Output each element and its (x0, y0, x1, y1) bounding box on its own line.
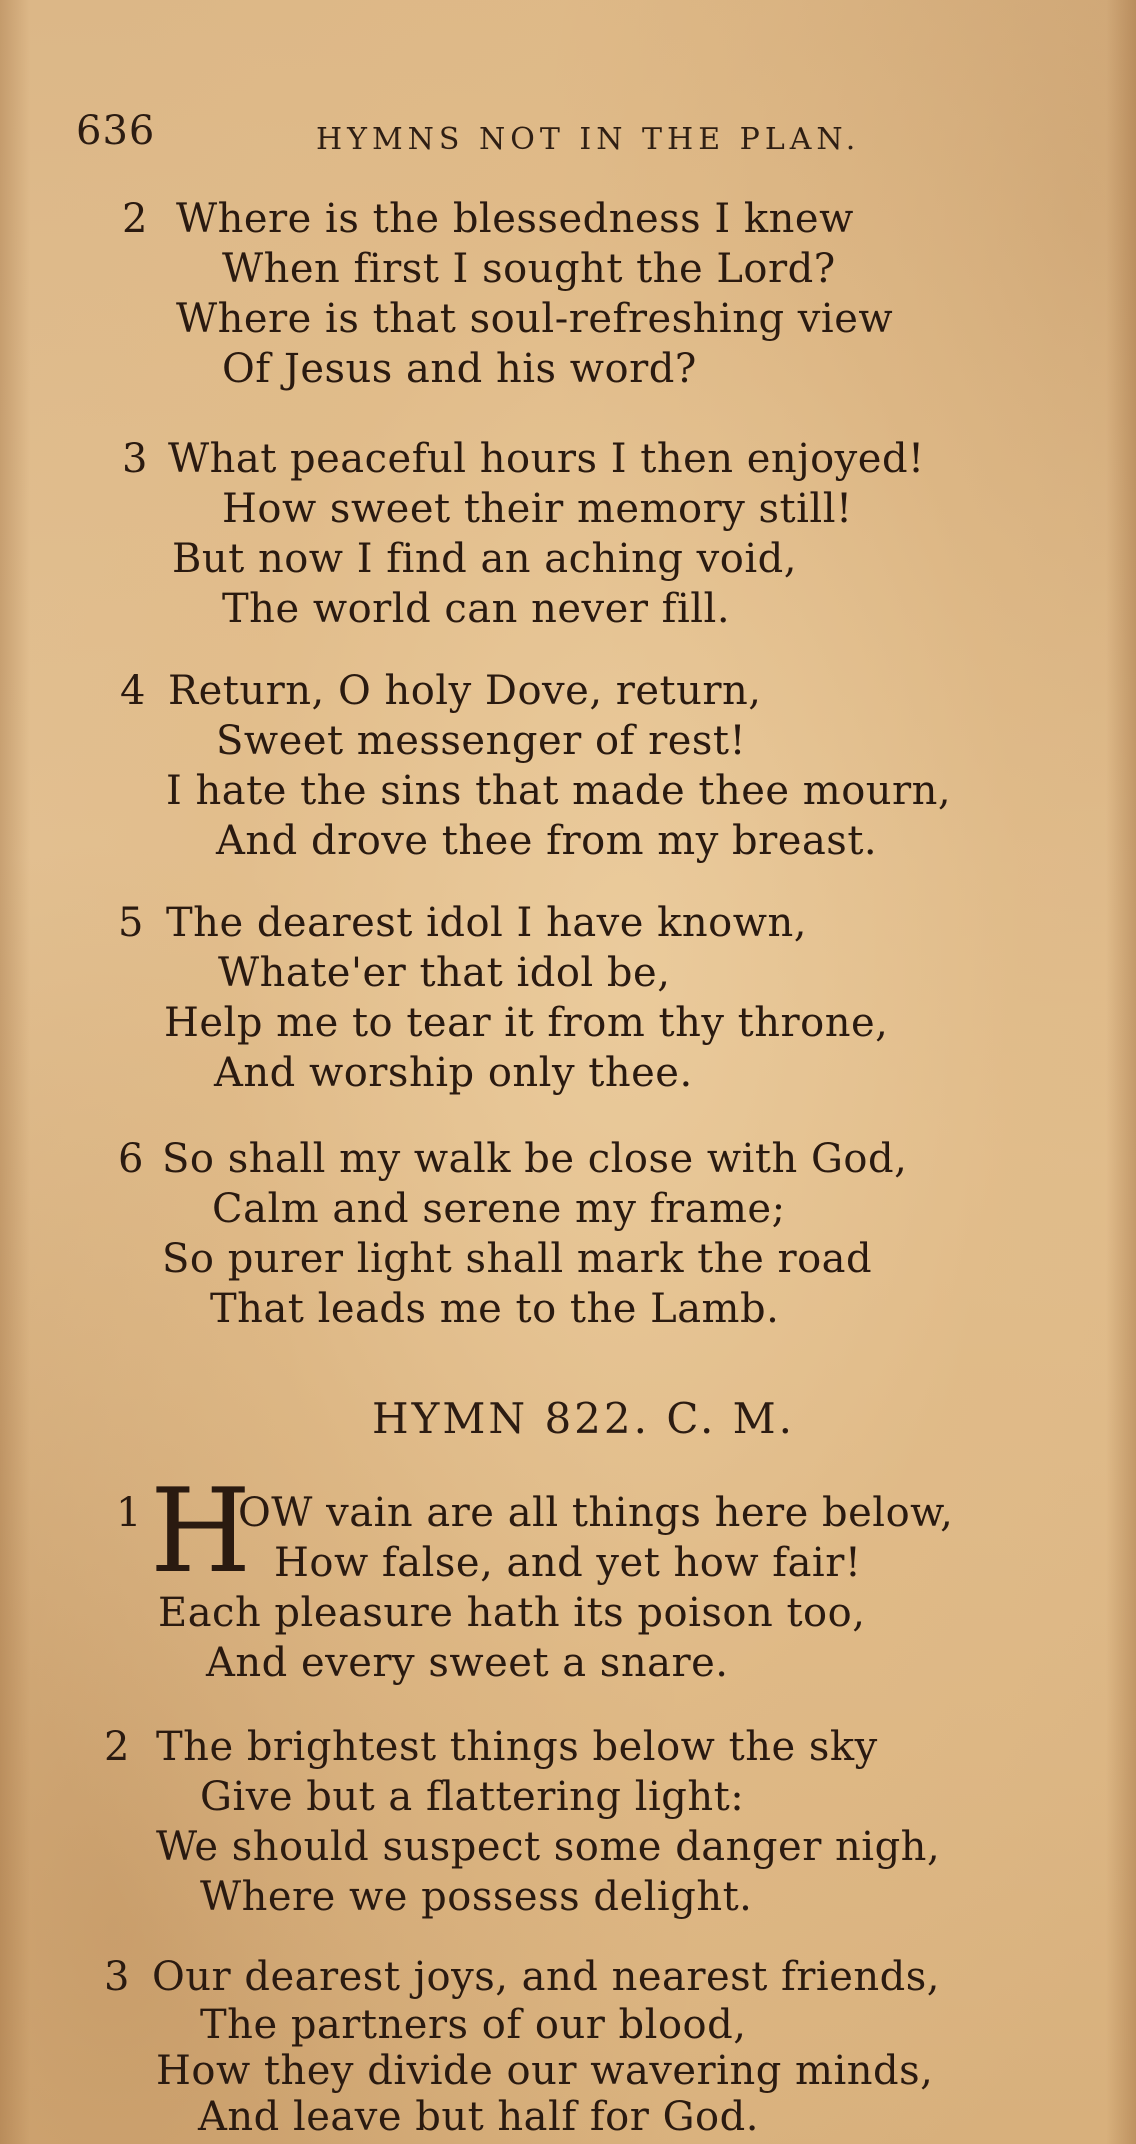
page-number: 636 (76, 108, 156, 154)
stanza-number: 6 (118, 1136, 144, 1182)
verse-line: Of Jesus and his word? (222, 346, 697, 392)
verse-line: And drove thee from my breast. (216, 818, 878, 864)
verse-line: Where is the blessedness I knew (176, 196, 854, 242)
verse-line: Give but a flattering light: (200, 1774, 745, 1820)
verse-line: How sweet their memory still! (222, 486, 853, 532)
verse-line: And every sweet a snare. (206, 1640, 729, 1686)
stanza-number: 2 (104, 1724, 130, 1770)
verse-line: I hate the sins that made thee mourn, (166, 768, 952, 814)
stanza-number: 4 (120, 668, 146, 714)
verse-line: But now I find an aching void, (172, 536, 797, 582)
verse-line: So shall my walk be close with God, (162, 1136, 908, 1182)
verse-line: When first I sought the Lord? (222, 246, 836, 292)
verse-line: Sweet messenger of rest! (216, 718, 747, 764)
drop-cap: H (150, 1464, 252, 1599)
verse-line: How they divide our wavering minds, (156, 2048, 934, 2094)
verse-line: Our dearest joys, and nearest friends, (152, 1954, 940, 2000)
verse-line: The dearest idol I have known, (166, 900, 807, 946)
verse-line: And worship only thee. (214, 1050, 693, 1096)
stanza-number: 5 (118, 900, 144, 946)
verse-line: Each pleasure hath its poison too, (158, 1590, 866, 1636)
stanza-number: 3 (104, 1954, 130, 2000)
verse-line: Help me to tear it from thy throne, (164, 1000, 889, 1046)
verse-line: OW vain are all things here below, (238, 1490, 954, 1536)
verse-line: How false, and yet how fair! (274, 1540, 862, 1586)
verse-line: The partners of our blood, (200, 2002, 747, 2048)
verse-line: The world can never fill. (222, 586, 731, 632)
page-edge-left (0, 0, 30, 2144)
verse-line: Calm and serene my frame; (212, 1186, 786, 1232)
verse-line: What peaceful hours I then enjoyed! (168, 436, 925, 482)
stanza-number: 2 (122, 196, 148, 242)
page-header (76, 108, 1096, 158)
verse-line: Whate'er that idol be, (218, 950, 671, 996)
hymn-title: HYMN 822. C. M. (372, 1394, 796, 1443)
verse-line: Where we possess delight. (200, 1874, 753, 1920)
running-head: HYMNS NOT IN THE PLAN. (316, 122, 861, 157)
verse-line: The brightest things below the sky (156, 1724, 878, 1770)
stanza-number: 3 (122, 436, 148, 482)
verse-line: And leave but half for God. (198, 2094, 759, 2140)
verse-line: Return, O holy Dove, return, (168, 668, 762, 714)
stanza-number: 1 (116, 1490, 142, 1536)
verse-line: That leads me to the Lamb. (210, 1286, 780, 1332)
verse-line: We should suspect some danger nigh, (156, 1824, 941, 1870)
verse-line: Where is that soul-refreshing view (176, 296, 894, 342)
page-edge-right (1106, 0, 1136, 2144)
verse-line: So purer light shall mark the road (162, 1236, 873, 1282)
